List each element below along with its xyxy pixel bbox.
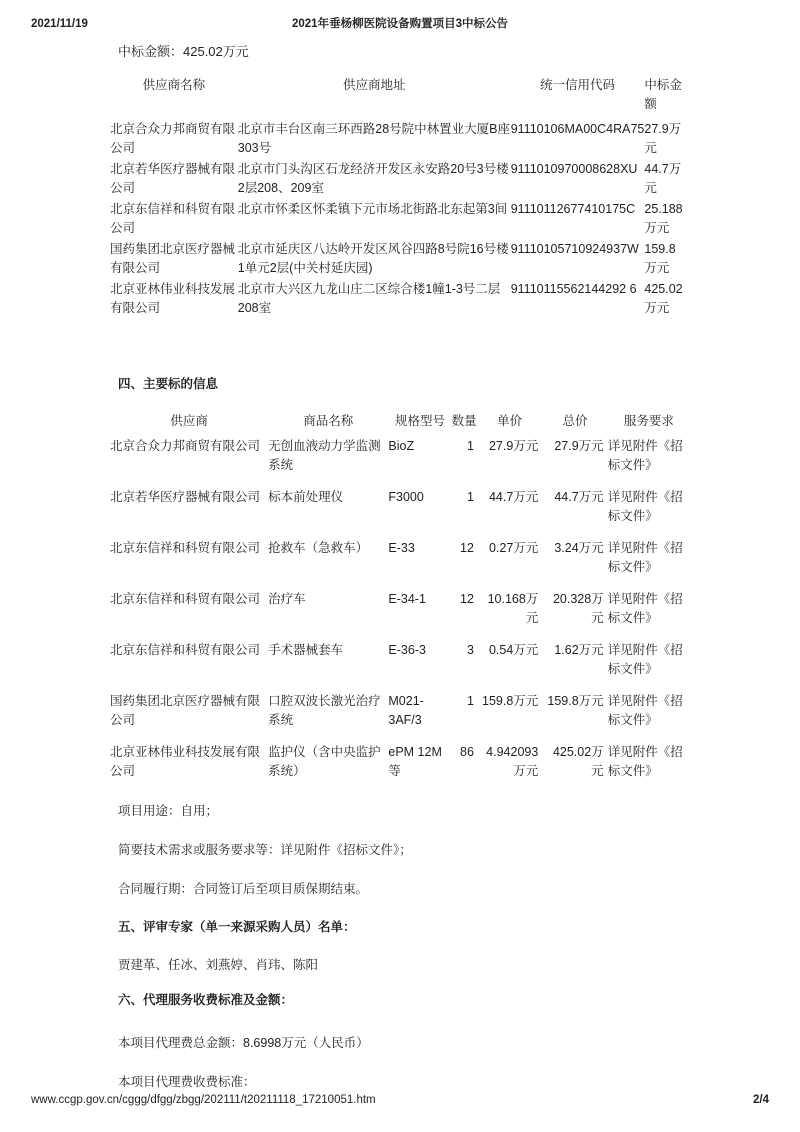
cell-model: F3000 bbox=[388, 490, 424, 504]
cell-supplier: 北京亚林伟业科技发展有限公司 bbox=[110, 745, 261, 778]
table-row bbox=[110, 743, 690, 794]
cell-service: 详见附件《招标文件》 bbox=[607, 745, 683, 778]
column-header-supplier: 供应商 bbox=[170, 414, 208, 428]
cell-product: 无创血液动力学监测系统 bbox=[268, 439, 381, 472]
table-row bbox=[110, 280, 688, 320]
cell-credit-code: 91110115562144292 6 bbox=[510, 282, 637, 296]
cell-credit-code: 91110106MA00C4RA75 bbox=[510, 122, 645, 136]
cell-supplier-name: 北京合众力邦商贸有限公司 bbox=[110, 122, 236, 155]
section-heading-5: 五、评审专家（单一来源采购人员）名单： bbox=[118, 920, 356, 934]
cell-credit-code: 91110105710924937W bbox=[510, 242, 639, 256]
award-amount-line: 中标金额：425.02万元 bbox=[118, 44, 249, 59]
cell-unit-price: 4.942093万元 bbox=[486, 745, 539, 778]
table-row bbox=[110, 240, 688, 280]
cell-service: 详见附件《招标文件》 bbox=[607, 490, 683, 523]
source-url: www.ccgp.gov.cn/cggg/dfgg/zbgg/202111/t20211118_17210051.htm bbox=[31, 1094, 376, 1106]
column-header-quantity: 数量 bbox=[451, 414, 477, 428]
cell-model: E-33 bbox=[388, 541, 415, 555]
cell-supplier-address: 北京市丰台区南三环西路28号院中林置业大厦B座303号 bbox=[237, 122, 511, 155]
column-header-product: 商品名称 bbox=[303, 414, 354, 428]
table-row bbox=[110, 488, 690, 539]
cell-total-price: 3.24万元 bbox=[554, 541, 604, 555]
cell-total-price: 27.9万元 bbox=[554, 439, 604, 453]
cell-quantity: 86 bbox=[460, 745, 474, 759]
column-header-supplier-name: 供应商名称 bbox=[142, 78, 206, 92]
cell-total-price: 1.62万元 bbox=[554, 643, 604, 657]
project-purpose-text: 项目用途：自用； bbox=[118, 804, 219, 818]
cell-supplier-address: 北京市延庆区八达岭开发区风谷四路8号院16号楼1单元2层(中关村延庆园) bbox=[237, 242, 509, 275]
cell-product: 标本前处理仪 bbox=[268, 490, 344, 504]
agency-fee-standard-text: 本项目代理费收费标准： bbox=[118, 1075, 256, 1089]
cell-unit-price: 0.54万元 bbox=[488, 643, 539, 657]
cell-product: 手术器械套车 bbox=[268, 643, 344, 657]
cell-supplier-address: 北京市怀柔区怀柔镇下元市场北街路北东起第3间 bbox=[237, 202, 508, 216]
cell-unit-price: 27.9万元 bbox=[488, 439, 539, 453]
cell-total-price: 20.328万元 bbox=[552, 592, 604, 625]
column-header-award-amount: 中标金额 bbox=[644, 78, 682, 111]
cell-product: 监护仪（含中央监护系统） bbox=[268, 745, 381, 778]
expert-name-list: 贾建革、任冰、刘燕婷、肖玮、陈阳 bbox=[118, 958, 319, 972]
section-heading-6: 六、代理服务收费标准及金额： bbox=[118, 993, 294, 1007]
table-row bbox=[110, 160, 688, 200]
table-header-row bbox=[110, 76, 688, 120]
cell-award-amount: 25.188万元 bbox=[644, 202, 683, 235]
column-header-unit-price: 单价 bbox=[497, 414, 523, 428]
cell-service: 详见附件《招标文件》 bbox=[607, 592, 683, 625]
print-header bbox=[0, 16, 800, 32]
table-row bbox=[110, 641, 690, 692]
cell-product: 抢救车（急救车） bbox=[268, 541, 369, 555]
cell-supplier-name: 北京亚林伟业科技发展有限公司 bbox=[110, 282, 236, 315]
cell-supplier-name: 北京若华医疗器械有限公司 bbox=[110, 162, 236, 195]
cell-supplier: 北京合众力邦商贸有限公司 bbox=[110, 439, 261, 453]
cell-supplier-address: 北京市门头沟区石龙经济开发区永安路20号3号楼2层208、209室 bbox=[237, 162, 509, 195]
cell-service: 详见附件《招标文件》 bbox=[607, 643, 683, 676]
cell-model: E-36-3 bbox=[388, 643, 426, 657]
cell-total-price: 44.7万元 bbox=[554, 490, 604, 504]
cell-supplier: 北京东信祥和科贸有限公司 bbox=[110, 592, 261, 606]
cell-award-amount: 44.7万元 bbox=[644, 162, 682, 195]
cell-credit-code: 91110112677410175C bbox=[510, 202, 636, 216]
cell-award-amount: 27.9万元 bbox=[644, 122, 682, 155]
cell-quantity: 3 bbox=[466, 643, 474, 657]
cell-quantity: 1 bbox=[466, 694, 474, 708]
print-date: 2021/11/19 bbox=[31, 18, 88, 30]
cell-model: ePM 12M等 bbox=[388, 745, 442, 778]
cell-supplier-name: 北京东信祥和科贸有限公司 bbox=[110, 202, 236, 235]
cell-model: BioZ bbox=[388, 439, 415, 453]
cell-total-price: 159.8万元 bbox=[547, 694, 604, 708]
table-row bbox=[110, 437, 690, 488]
cell-total-price: 425.02万元 bbox=[552, 745, 604, 778]
column-header-total-price: 总价 bbox=[562, 414, 588, 428]
table-row bbox=[110, 692, 690, 743]
cell-supplier: 北京若华医疗器械有限公司 bbox=[110, 490, 261, 504]
print-footer bbox=[0, 1093, 800, 1108]
column-header-credit-code: 统一信用代码 bbox=[540, 78, 616, 92]
column-header-service: 服务要求 bbox=[623, 414, 674, 428]
cell-supplier-address: 北京市大兴区九龙山庄二区综合楼1幢1-3号二层208室 bbox=[237, 282, 501, 315]
cell-quantity: 1 bbox=[466, 439, 474, 453]
table-row bbox=[110, 590, 690, 641]
cell-unit-price: 0.27万元 bbox=[488, 541, 539, 555]
cell-model: M021-3AF/3 bbox=[388, 694, 424, 727]
cell-service: 详见附件《招标文件》 bbox=[607, 694, 683, 727]
cell-service: 详见附件《招标文件》 bbox=[607, 541, 683, 574]
cell-unit-price: 159.8万元 bbox=[482, 694, 539, 708]
column-header-supplier-address: 供应商地址 bbox=[342, 78, 406, 92]
table-header-row bbox=[110, 412, 690, 437]
technical-requirements-text: 简要技术需求或服务要求等：详见附件《招标文件》； bbox=[118, 843, 412, 857]
agency-fee-total-text: 本项目代理费总金额：8.6998万元（人民币） bbox=[118, 1036, 369, 1050]
cell-award-amount: 159.8万元 bbox=[644, 242, 676, 275]
cell-award-amount: 425.02万元 bbox=[644, 282, 683, 315]
suppliers-table bbox=[110, 76, 688, 320]
cell-product: 口腔双波长激光治疗系统 bbox=[268, 694, 381, 727]
cell-supplier: 北京东信祥和科贸有限公司 bbox=[110, 541, 261, 555]
cell-unit-price: 10.168万元 bbox=[487, 592, 539, 625]
cell-quantity: 1 bbox=[466, 490, 474, 504]
cell-credit-code: 9111010970008628XU bbox=[510, 162, 638, 176]
column-header-model: 规格型号 bbox=[395, 414, 446, 428]
table-row bbox=[110, 120, 688, 160]
table-row bbox=[110, 200, 688, 240]
cell-supplier: 国药集团北京医疗器械有限公司 bbox=[110, 694, 261, 727]
cell-quantity: 12 bbox=[460, 592, 474, 606]
cell-unit-price: 44.7万元 bbox=[488, 490, 539, 504]
cell-product: 治疗车 bbox=[268, 592, 306, 606]
table-row bbox=[110, 539, 690, 590]
cell-supplier: 北京东信祥和科贸有限公司 bbox=[110, 643, 261, 657]
page-number: 2/4 bbox=[753, 1094, 769, 1106]
main-items-table bbox=[110, 412, 690, 794]
document-title: 2021年垂杨柳医院设备购置项目3中标公告 bbox=[292, 18, 508, 30]
cell-quantity: 12 bbox=[460, 541, 474, 555]
cell-service: 详见附件《招标文件》 bbox=[607, 439, 683, 472]
cell-supplier-name: 国药集团北京医疗器械有限公司 bbox=[110, 242, 236, 275]
cell-model: E-34-1 bbox=[388, 592, 426, 606]
section-heading-4: 四、主要标的信息 bbox=[118, 377, 219, 391]
contract-period-text: 合同履行期：合同签订后至项目质保期结束。 bbox=[118, 882, 369, 896]
